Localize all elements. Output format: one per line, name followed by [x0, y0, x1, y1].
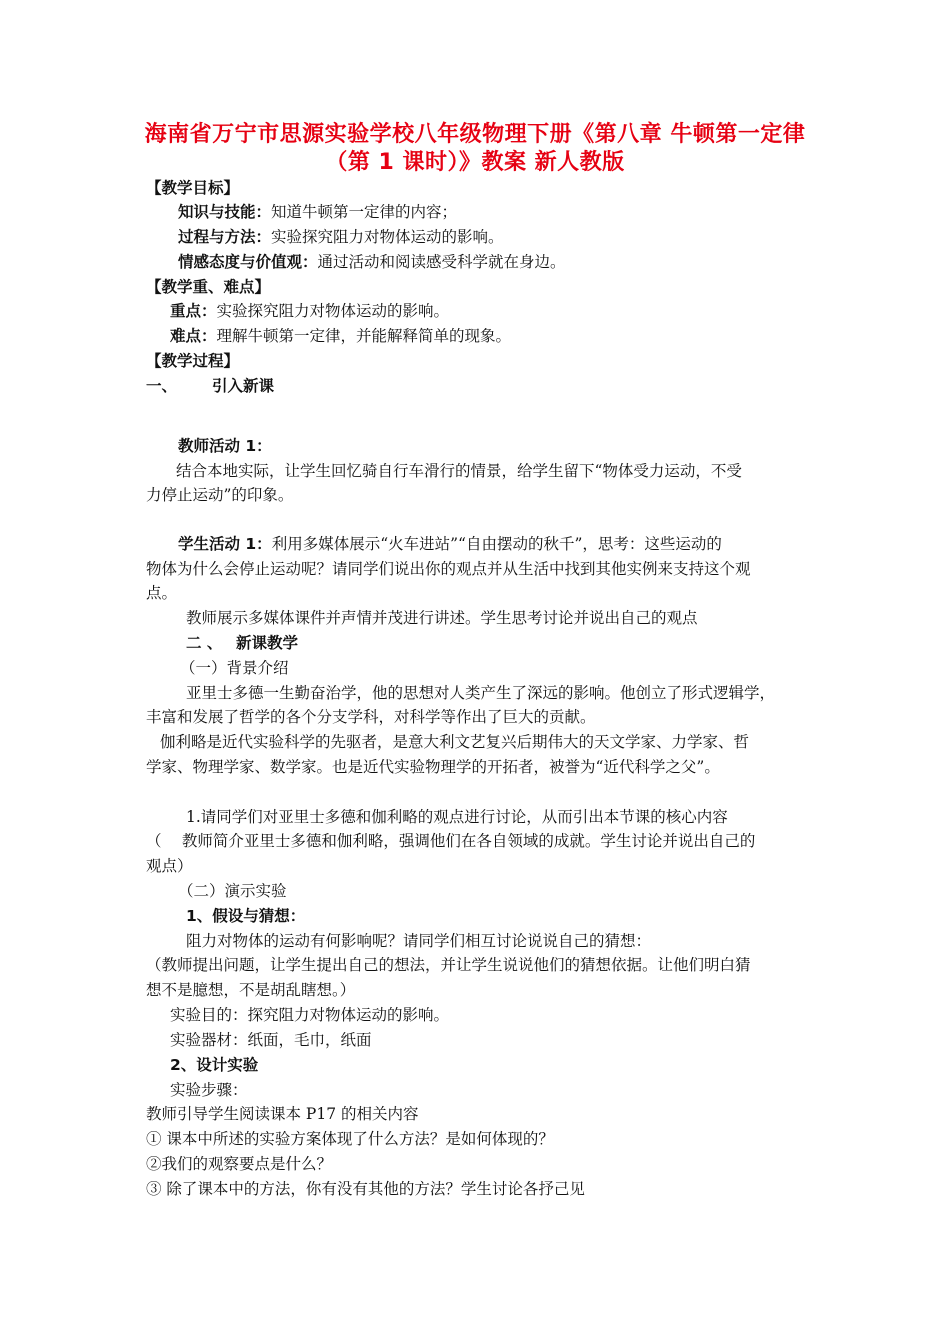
galileo-line2: 学家、物理学家、数学家。也是近代实验物理学的开拓者，被誉为“近代科学之父”。	[146, 758, 720, 776]
objective-process-text: 实验探究阻力对物体运动的影响。	[271, 228, 504, 246]
objectives-heading: 【教学目标】	[146, 179, 240, 197]
objective-process-label: 过程与方法：	[178, 228, 272, 246]
objective-emotion	[178, 251, 566, 273]
student-activity-line1	[178, 533, 722, 555]
guide-line: 教师引导学生阅读课本 P17 的相关内容	[146, 1105, 419, 1123]
process-heading: 【教学过程】	[146, 352, 240, 370]
demo-heading: （二）演示实验	[178, 882, 287, 900]
student-activity-line3: 点。	[146, 584, 178, 602]
experiment-equipment: 实验器材：纸面，毛巾，纸面	[170, 1031, 372, 1049]
document-title-line1: 海南省万宁市思源实验学校八年级物理下册《第八章 牛顿第一定律	[144, 122, 806, 147]
student-activity-label: 学生活动 1：	[178, 535, 272, 553]
difficult-point	[170, 325, 511, 347]
section2-title: 新课教学	[236, 634, 299, 652]
objective-emotion-text: 通过活动和阅读感受科学就在身边。	[317, 253, 566, 271]
objective-process	[178, 226, 504, 248]
hypothesis-question: 阻力对物体的运动有何影响呢？请同学们相互讨论说说自己的猜想：	[186, 932, 652, 950]
steps-label: 实验步骤：	[170, 1081, 248, 1099]
background-heading: （一）背景介绍	[180, 659, 289, 677]
key-point-label: 重点：	[170, 302, 217, 320]
key-point	[170, 300, 449, 322]
teacher-activity-line1: 结合本地实际，让学生回忆骑自行车滑行的情景，给学生留下“物体受力运动，不受	[176, 462, 742, 480]
design-heading: 2、设计实验	[170, 1056, 259, 1074]
question-1: ① 课本中所述的实验方案体现了什么方法？是如何体现的？	[146, 1130, 554, 1148]
discuss-line: 1.请同学们对亚里士多德和伽利略的观点进行讨论，从而引出本节课的核心内容	[186, 808, 728, 826]
key-point-text: 实验探究阻力对物体运动的影响。	[216, 302, 450, 320]
key-points-heading: 【教学重、难点】	[146, 278, 271, 296]
teacher-show-line: 教师展示多媒体课件并声情并茂进行讲述。学生思考讨论并说出自己的观点	[186, 609, 698, 627]
aristotle-line1: 亚里士多德一生勤奋治学，他的思想对人类产生了深远的影响。他创立了形式逻辑学，	[186, 684, 776, 702]
objective-knowledge-label: 知识与技能：	[178, 203, 272, 221]
hypothesis-note-line2: 想不是臆想，不是胡乱瞎想。）	[146, 981, 356, 999]
experiment-purpose: 实验目的：探究阻力对物体运动的影响。	[170, 1006, 450, 1024]
objective-emotion-label: 情感态度与价值观：	[178, 253, 318, 271]
difficult-point-text: 理解牛顿第一定律，并能解释简单的现象。	[216, 327, 512, 345]
teacher-activity-line2: 力停止运动”的印象。	[146, 486, 294, 504]
section1-title: 引入新课	[212, 377, 275, 395]
hypothesis-note-line1: （教师提出问题，让学生提出自己的想法，并让学生说说他们的猜想依据。让他们明白猜	[146, 956, 751, 974]
question-3: ③ 除了课本中的方法，你有没有其他的方法？学生讨论各抒己见	[146, 1180, 585, 1198]
section1-number: 一、	[146, 377, 178, 395]
student-activity-line2: 物体为什么会停止运动呢？请同学们说出你的观点并从生活中找到其他实例来支持这个观	[146, 560, 751, 578]
objective-knowledge	[178, 201, 457, 223]
student-activity-text: 利用多媒体展示“火车进站”“自由摆动的秋千”，思考：这些运动的	[271, 535, 722, 553]
document-title-line2: （第 1 课时）》教案 新人教版	[325, 150, 625, 175]
section2-number: 二 、	[186, 634, 223, 652]
intro-line1: （ 教师简介亚里士多德和伽利略，强调他们在各自领域的成就。学生讨论并说出自己的	[146, 832, 756, 850]
objective-knowledge-text: 知道牛顿第一定律的内容；	[271, 203, 458, 221]
teacher-activity-label: 教师活动 1：	[178, 437, 272, 455]
question-2: ②我们的观察要点是什么？	[146, 1155, 333, 1173]
difficult-point-label: 难点：	[170, 327, 217, 345]
hypothesis-heading: 1、假设与猜想：	[186, 907, 306, 925]
galileo-line1: 伽利略是近代实验科学的先驱者，是意大利文艺复兴后期伟大的天文学家、力学家、哲	[160, 733, 750, 751]
aristotle-line2: 丰富和发展了哲学的各个分支学科，对科学等作出了巨大的贡献。	[146, 708, 596, 726]
intro-line2: 观点）	[146, 857, 193, 875]
